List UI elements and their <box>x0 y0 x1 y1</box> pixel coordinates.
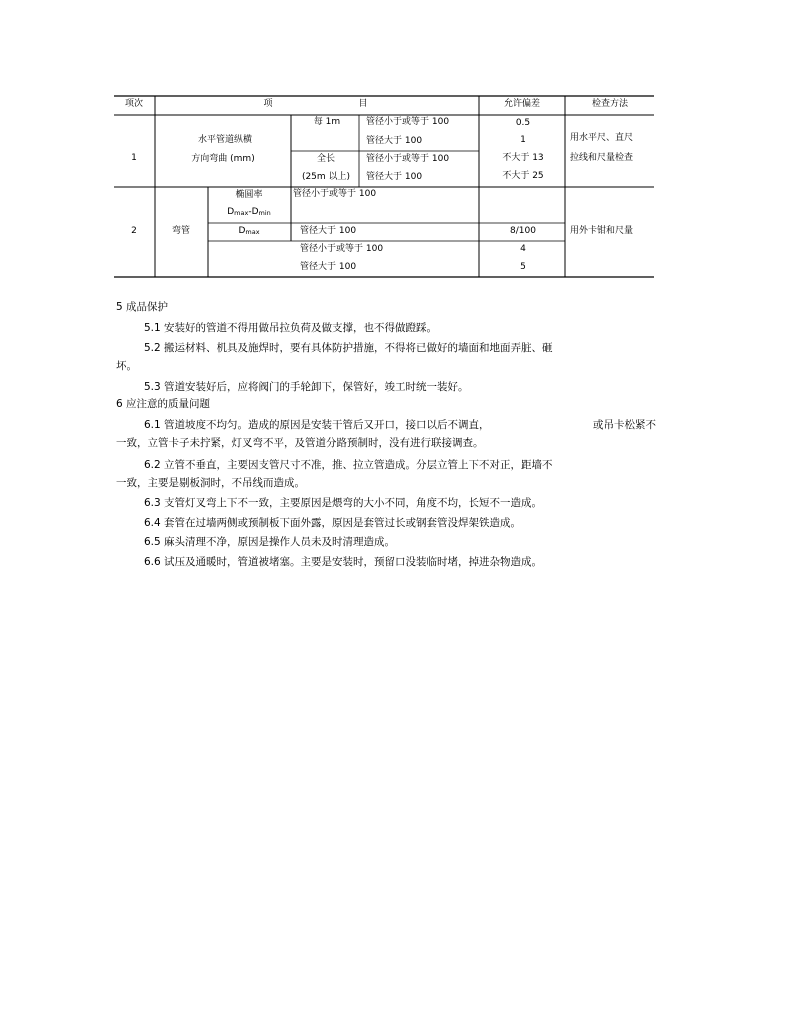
row2-condition-1: 管径小于或等于 100 <box>293 189 377 199</box>
paragraph-6-4: 6.4 套管在过墙两侧或预制板下面外露，原因是套管过长或钢套管没焊架铁造成。 <box>144 517 522 529</box>
paragraph-5-3: 5.3 管道安装好后，应将阀门的手轮卸下，保管好，竣工时统一装好。 <box>144 381 469 393</box>
row2-ellipticity: 椭圆率 <box>235 190 263 200</box>
header-tolerance: 允许偏差 <box>503 99 541 109</box>
header-item-a: 项 <box>263 99 273 109</box>
row2-number: 2 <box>131 226 137 236</box>
section-6-title: 6 应注意的质量问题 <box>116 398 211 410</box>
row1-item-line1: 水平管道纵横 <box>197 135 253 145</box>
paragraph-6-3: 6.3 支管灯叉弯上下不一致，主要原因是煨弯的大小不同，角度不均，长短不一造成。 <box>144 497 543 509</box>
row2-dmax: $D_{max}$ <box>238 226 260 236</box>
paragraph-5-1: 5.1 安装好的管道不得用做吊拉负荷及做支撑，也不得做蹬踩。 <box>144 322 438 334</box>
row1-full-length-note: (25m 以上) <box>301 172 351 182</box>
row1-full-length: 全长 <box>316 154 336 164</box>
row2-ellipticity-formula: $D_{max}-D_{min}$ <box>227 207 271 217</box>
row1-method-line1: 用水平尺、直尺 <box>570 133 634 143</box>
row2-condition-2: 管径大于 100 <box>300 226 357 236</box>
paragraph-6-6: 6.6 试压及通暖时，管道被堵塞。主要是安装时，预留口没装临时堵，掉进杂物造成。 <box>144 556 543 568</box>
row2-tolerance-4: 5 <box>520 262 526 272</box>
row2-tolerance-3: 4 <box>520 244 526 254</box>
row2-condition-3: 管径小于或等于 100 <box>300 244 384 254</box>
header-item-no: 项次 <box>124 99 144 109</box>
row2-condition-4: 管径大于 100 <box>300 262 357 272</box>
row1-number: 1 <box>131 153 137 163</box>
section-5-title: 5 成品保护 <box>116 301 169 313</box>
tolerance-table <box>114 95 654 278</box>
header-item-b: 目 <box>358 99 368 109</box>
paragraph-5-2-cont: 坏。 <box>116 360 137 372</box>
row1-condition-3: 管径小于或等于 100 <box>366 154 450 164</box>
row1-condition-1: 管径小于或等于 100 <box>366 117 450 127</box>
paragraph-6-2: 6.2 立管不垂直，主要因支管尺寸不准，推、拉立管造成。分层立管上下不对正，距墙不 <box>144 459 553 471</box>
paragraph-6-1-cont: 一致，立管卡子未拧紧，灯叉弯不平，及管道分路预制时，没有进行联接调查。 <box>116 437 484 449</box>
paragraph-6-1-tail: 或吊卡松紧不 <box>593 419 656 431</box>
row1-condition-2: 管径大于 100 <box>366 136 423 146</box>
row1-tolerance-2: 1 <box>520 135 526 145</box>
header-method: 检查方法 <box>591 99 629 109</box>
row1-tolerance-4: 不大于 25 <box>502 171 544 181</box>
paragraph-6-1: 6.1 管道坡度不均匀。造成的原因是安装干管后又开口，接口以后不调直， <box>144 419 490 431</box>
row2-method: 用外卡钳和尺量 <box>570 226 634 236</box>
row1-tolerance-3: 不大于 13 <box>502 153 544 163</box>
row2-item: 弯管 <box>171 226 191 236</box>
row1-condition-4: 管径大于 100 <box>366 172 423 182</box>
row1-per-1m: 每 1m <box>313 117 341 127</box>
row1-tolerance-1: 0.5 <box>515 118 531 128</box>
row1-method-line2: 拉线和尺量检查 <box>570 153 634 163</box>
row2-tolerance-2: 8/100 <box>510 226 536 236</box>
paragraph-5-2: 5.2 搬运材料、机具及施焊时，要有具体防护措施，不得将已做好的墙面和地面弄脏、砸 <box>144 342 553 354</box>
paragraph-6-5: 6.5 麻头清理不净，原因是操作人员未及时清理造成。 <box>144 536 396 548</box>
paragraph-6-2-cont: 一致，主要是剔板洞时，不吊线而造成。 <box>116 477 305 489</box>
row1-item-line2: 方向弯曲 (mm) <box>191 154 255 164</box>
